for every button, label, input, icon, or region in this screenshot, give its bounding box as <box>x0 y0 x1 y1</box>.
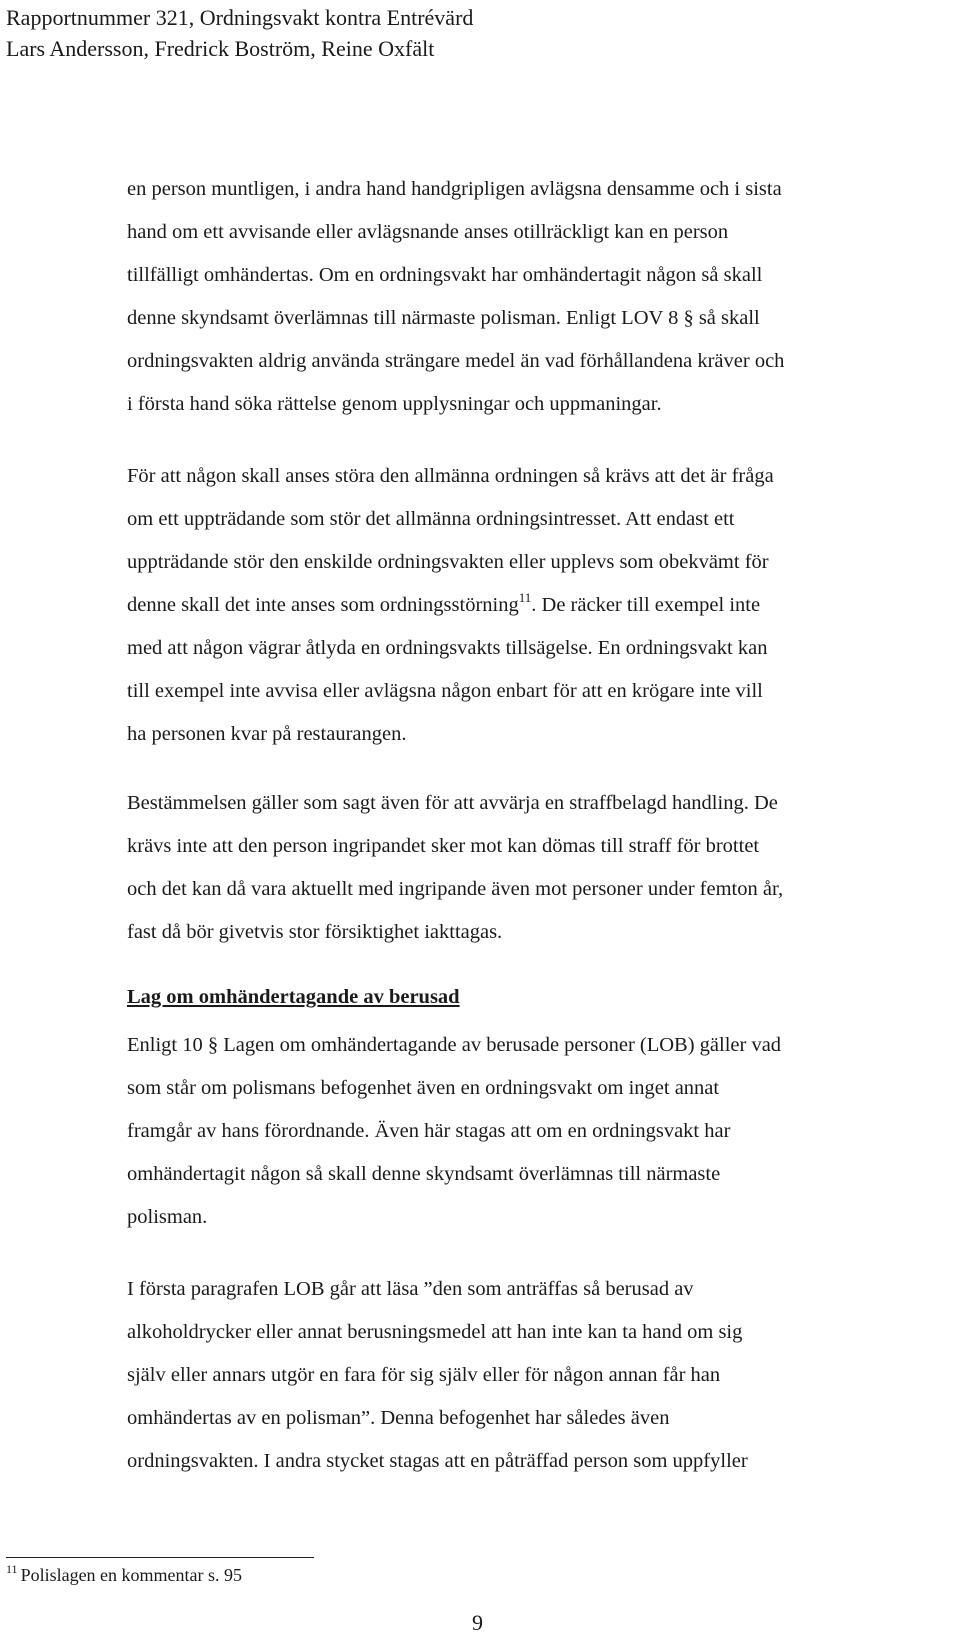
footnote-text: Polislagen en kommentar s. 95 <box>20 1565 243 1585</box>
text-line: och det kan då vara aktuellt med ingripande även mot personer under femton år, <box>127 878 784 900</box>
text-line: Bestämmelsen gäller som sagt även för att avvärja en straffbelagd handling. De <box>127 792 778 814</box>
text-line: polisman. <box>127 1206 208 1228</box>
text-line: ordningsvakten. I andra stycket stagas att en påträffad person som uppfyller <box>127 1450 748 1472</box>
footnote-reference: 11 <box>518 590 532 605</box>
text-line: Enligt 10 § Lagen om omhändertagande av berusade personer (LOB) gäller vad <box>127 1034 782 1056</box>
text-line: För att någon skall anses störa den allmänna ordningen så krävs att det är fråga <box>127 465 774 487</box>
text-line: i första hand söka rättelse genom upplysningar och uppmaningar. <box>127 393 662 415</box>
text-line: alkoholdrycker eller annat berusningsmedel att han inte kan ta hand om sig <box>127 1321 743 1343</box>
text-line: som står om polismans befogenhet även en ordningsvakt om inget annat <box>127 1077 720 1099</box>
header-report-title: Rapportnummer 321, Ordningsvakt kontra Entrévärd <box>6 5 474 30</box>
text-line: framgår av hans förordnande. Även här stagas att om en ordningsvakt har <box>127 1120 731 1142</box>
text-line: hand om ett avvisande eller avlägsnande anses otillräckligt kan en person <box>127 221 729 243</box>
text-line: uppträdande stör den enskilde ordningsvakten eller upplevs som obekvämt för <box>127 551 769 573</box>
text-segment: . De räcker till exempel inte <box>531 594 761 616</box>
text-line: ha personen kvar på restaurangen. <box>127 723 407 745</box>
text-line: denne skyndsamt överlämnas till närmaste polisman. Enligt LOV 8 § så skall <box>127 307 760 329</box>
text-line: med att någon vägrar åtlyda en ordningsvakts tillsägelse. En ordningsvakt kan <box>127 637 768 659</box>
text-line: krävs inte att den person ingripandet sker mot kan dömas till straff för brottet <box>127 835 760 857</box>
header-authors: Lars Andersson, Fredrick Boström, Reine Oxfält <box>6 36 435 61</box>
text-line-with-footnote <box>127 590 761 617</box>
footnote-number: 11 <box>6 1562 18 1576</box>
text-line: omhändertagit någon så skall denne skyndsamt överlämnas till närmaste <box>127 1163 721 1185</box>
text-line: själv eller annars utgör en fara för sig själv eller för någon annan får han <box>127 1364 721 1386</box>
footnote <box>6 1562 243 1586</box>
page-number: 9 <box>472 1610 483 1635</box>
text-line: om ett uppträdande som stör det allmänna ordningsintresset. Att endast ett <box>127 508 735 530</box>
text-line: till exempel inte avvisa eller avlägsna någon enbart för att en krögare inte vill <box>127 680 763 702</box>
text-line: en person muntligen, i andra hand handgripligen avlägsna densamme och i sista <box>127 178 782 200</box>
text-segment: denne skall det inte anses som ordningsstörning <box>127 594 519 616</box>
footnote-divider <box>6 1557 314 1558</box>
section-heading: Lag om omhändertagande av berusad <box>127 986 460 1008</box>
text-line: ordningsvakten aldrig använda strängare medel än vad förhållandena kräver och <box>127 350 785 372</box>
text-line: tillfälligt omhändertas. Om en ordningsvakt har omhändertagit någon så skall <box>127 264 763 286</box>
text-line: I första paragrafen LOB går att läsa ”den som anträffas så berusad av <box>127 1278 694 1300</box>
text-line: fast då bör givetvis stor försiktighet iakttagas. <box>127 921 503 943</box>
text-line: omhändertas av en polisman”. Denna befogenhet har således även <box>127 1407 670 1429</box>
page-header <box>6 2 473 64</box>
